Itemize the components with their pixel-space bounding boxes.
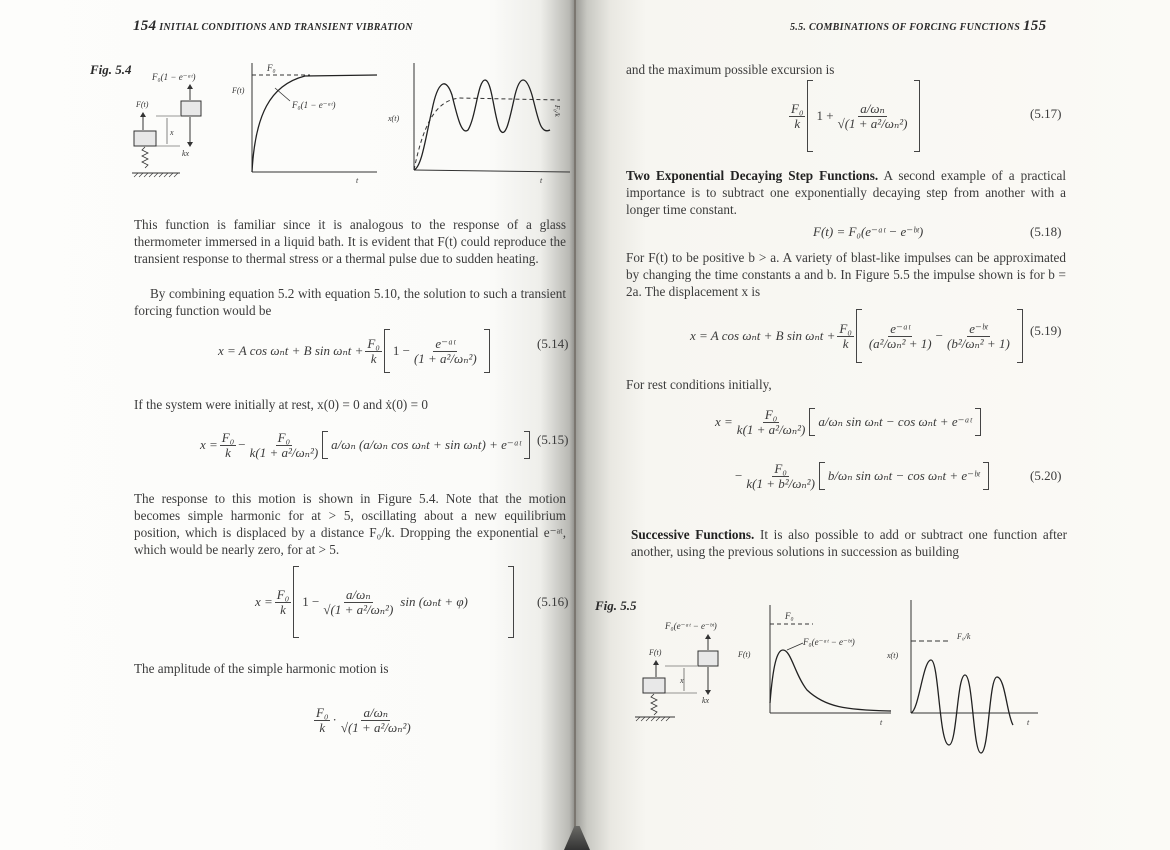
svg-text:t: t xyxy=(540,176,543,185)
paragraph: The amplitude of the simple harmonic motion is xyxy=(134,661,389,676)
equation-number: (5.16) xyxy=(537,594,569,609)
equation-5-18: F(t) = F₀(e⁻ᵃᵗ − e⁻ᵇᵗ) xyxy=(813,224,924,239)
equation-amplitude: $\frac{\text{F₀}}{k}$ · $\frac{\text{a/ωₙ}}{\text{√(1 + a²/ωₙ²)}}$ xyxy=(316,704,411,735)
svg-text:x: x xyxy=(680,676,684,685)
plot-force xyxy=(737,605,891,727)
mass-spring-diagram xyxy=(132,72,201,177)
equation-5-16: x = $\frac{\text{F₀}}{k}$ 1 − $\frac{\text{a/ωₙ}}{\text{√(1 + a²/ωₙ²)}}$ sin (ωₙt + φ) xyxy=(255,566,514,638)
section-title: Successive Functions. xyxy=(631,527,755,542)
svg-text:F₀: F₀ xyxy=(785,611,794,621)
running-head-title: INITIAL CONDITIONS AND TRANSIENT VIBRATION xyxy=(159,22,413,33)
svg-text:F₀(e⁻ᵃᵗ − e⁻ᵇᵗ): F₀(e⁻ᵃᵗ − e⁻ᵇᵗ) xyxy=(665,621,717,631)
svg-text:F₀/k: F₀/k xyxy=(553,105,561,117)
right-running-head xyxy=(790,18,1046,35)
paragraph: The response to this motion is shown in Figure 5.4. Note that the motion becomes simple harmonic for at > 5, oscillating about a new equilibrium position, which is displaced by a distance F₀/k. Dropping the exponential e⁻ᵃᵗ, which would be nearly zero, for at > 5. xyxy=(134,491,566,557)
paragraph: For rest conditions initially, xyxy=(626,377,772,392)
figure-5-4 xyxy=(130,55,570,190)
equation-5-14: x = A cos ωₙt + B sin ωₙt + $\frac{\text{F₀}}{k}$ 1 − $\frac{\text{e⁻ᵃᵗ}}{\text{(1 + a²/ωₙ²)}}$ xyxy=(218,326,490,376)
equation-5-20-line1: x = $\frac{\text{F₀}}{\text{k(1 + a²/ωₙ²)}}$ a/ωₙ sin ωₙt − cos ωₙt + e⁻ᵃᵗ xyxy=(715,400,981,444)
right-page xyxy=(575,0,1170,850)
svg-text:F₀(e⁻ᵃᵗ − e⁻ᵇᵗ): F₀(e⁻ᵃᵗ − e⁻ᵇᵗ) xyxy=(803,637,855,647)
equation-5-15: x = $\frac{\text{F₀}}{k}$ − $\frac{\text{F₀}}{\text{k(1 + a²/ωₙ²)}}$ a/ωₙ (a/ωₙ cos ωₙt + sin ωₙt) + e⁻ᵃᵗ xyxy=(200,422,530,468)
equation-5-19: x = A cos ωₙt + B sin ωₙt + $\frac{\text{F₀}}{k}$ $\frac{\text{e⁻ᵃᵗ}}{\text{(a²/ωₙ² + 1)}}$ − $\frac{\text{e⁻ᵇᵗ}}{\text{(b²/ωₙ² + 1)}}$ xyxy=(690,308,1023,364)
plot-displacement xyxy=(387,63,570,185)
running-head-title: 5.5. COMBINATIONS OF FORCING FUNCTIONS xyxy=(790,22,1021,33)
plot-force xyxy=(231,63,377,185)
figure-5-5 xyxy=(635,595,1075,755)
paragraph: If the system were initially at rest, x(0) = 0 and ẋ(0) = 0 xyxy=(134,397,428,412)
section-title: Two Exponential Decaying Step Functions. xyxy=(626,168,879,183)
svg-text:F(t): F(t) xyxy=(232,86,245,95)
plot-displacement xyxy=(886,600,1038,753)
figure-label: Fig. 5.5 xyxy=(595,598,637,613)
svg-text:kx: kx xyxy=(702,696,710,705)
paragraph: This function is familiar since it is analogous to the response of a glass thermometer immersed in a liquid bath. It is evident that F(t) could reproduce the transient response to thermal stress or a thermal pulse due to sudden heating. xyxy=(134,217,566,266)
paragraph: and the maximum possible excursion is xyxy=(626,62,835,77)
equation-number: (5.17) xyxy=(1030,106,1062,121)
equation-number: (5.18) xyxy=(1030,224,1062,239)
svg-text:F₀(1 − e⁻ᵃᵗ): F₀(1 − e⁻ᵃᵗ) xyxy=(292,100,336,110)
paragraph: For F(t) to be positive b > a. A variety of blast-like impulses can be approximated by changing the time constants a and b. In Figure 5.5 the impulse shown is for b = 2a. The displacement x is xyxy=(626,250,1066,299)
section-successive-functions: Successive Functions. It is also possible to add or subtract one function after another, using the previous solutions in succession as building xyxy=(631,527,1068,559)
svg-text:F(t): F(t) xyxy=(649,648,662,657)
svg-text:F₀/k: F₀/k xyxy=(957,632,971,641)
svg-text:x(t): x(t) xyxy=(388,114,400,123)
left-running-head xyxy=(133,18,413,35)
svg-text:t: t xyxy=(880,718,883,727)
equation-number: (5.15) xyxy=(537,432,569,447)
svg-text:F₀: F₀ xyxy=(267,63,276,73)
svg-text:F₀(1 − e⁻ᵃᵗ): F₀(1 − e⁻ᵃᵗ) xyxy=(152,72,196,82)
svg-text:x: x xyxy=(170,128,174,137)
svg-text:t: t xyxy=(1027,718,1030,727)
section-two-exponential: Two Exponential Decaying Step Functions. A second example of a practical importance is to subtract one exponentially decaying step from another with a longer time constant. xyxy=(626,168,1066,217)
equation-number: (5.19) xyxy=(1030,323,1062,338)
paragraph: By combining equation 5.2 with equation 5.10, the solution to such a transient forcing function would be xyxy=(134,286,566,318)
equation-5-20-line2: − $\frac{\text{F₀}}{\text{k(1 + b²/ωₙ²)}}$ b/ωₙ sin ωₙt − cos ωₙt + e⁻ᵇᵗ xyxy=(735,454,989,498)
equation-5-17: $\frac{\text{F₀}}{k}$ 1 + $\frac{\text{a/ωₙ}}{\text{√(1 + a²/ωₙ²)}}$ xyxy=(787,80,920,152)
svg-text:x(t): x(t) xyxy=(887,651,899,660)
left-page xyxy=(0,0,575,850)
equation-number: (5.14) xyxy=(537,336,569,351)
figure-label: Fig. 5.4 xyxy=(90,62,132,77)
svg-text:F(t): F(t) xyxy=(136,100,149,109)
equation-number: (5.20) xyxy=(1030,468,1062,483)
page-number: 155 xyxy=(1022,18,1047,34)
mass-spring-diagram xyxy=(635,621,718,721)
svg-text:kx: kx xyxy=(182,149,190,158)
page-number: 154 xyxy=(133,18,157,34)
svg-text:t: t xyxy=(356,176,359,185)
svg-text:F(t): F(t) xyxy=(738,650,751,659)
book-spine xyxy=(574,0,576,850)
